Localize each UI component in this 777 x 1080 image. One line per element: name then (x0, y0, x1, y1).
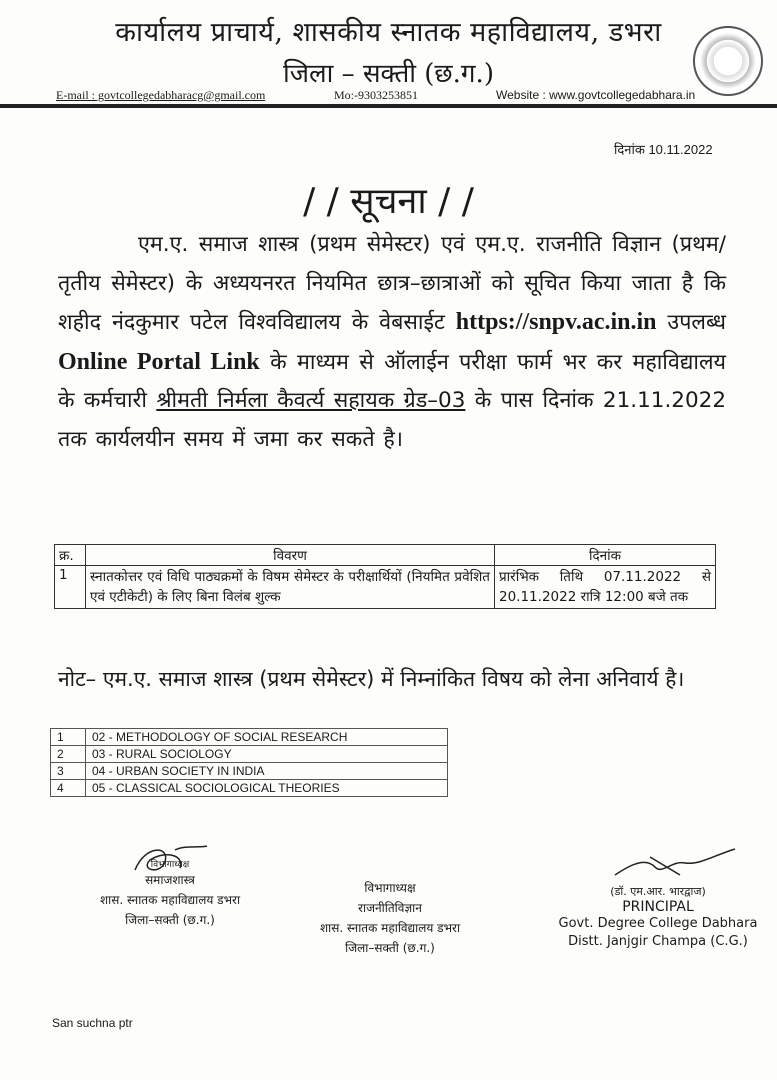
subjects-table (50, 728, 448, 797)
schedule-no: 1 (55, 566, 86, 609)
sig2-dept: राजनीतिविज्ञान (358, 901, 422, 915)
email-link[interactable]: E-mail : govtcollegedabharacg@gmail.com (56, 88, 266, 102)
signature-block-principal (548, 885, 768, 951)
notice-heading: / / सूचना / / (303, 181, 474, 222)
office-district: जिला – सक्ती (छ.ग.) (283, 59, 494, 89)
subject-name: 04 - URBAN SOCIETY IN INDIA (86, 763, 448, 780)
subject-name: 02 - METHODOLOGY OF SOCIAL RESEARCH (86, 729, 448, 746)
header-divider (0, 104, 777, 108)
mobile-number: Mo:-9303253851 (334, 88, 418, 102)
subject-no: 1 (51, 729, 86, 746)
sig1-role: विभागाध्यक्ष (150, 860, 190, 870)
table-row (55, 566, 716, 609)
principal-college: Govt. Degree College Dabhara (558, 916, 758, 931)
subject-no: 2 (51, 746, 86, 763)
table-row (51, 763, 448, 780)
sig1-dept: समाजशास्त्र (145, 873, 195, 887)
sig2-role: विभागाध्यक्ष (364, 881, 416, 895)
principal-title: PRINCIPAL (622, 899, 694, 915)
sig2-college: शास. स्नातक महाविद्यालय डभरा (319, 921, 461, 935)
schedule-detail: स्नातकोत्तर एवं विधि पाठ्यक्रमों के विषम सेमेस्टर के परीक्षार्थियों (नियमित प्रवेशित एवं एटीकेटी) के लिए बिना विलंब शुल्क (86, 566, 495, 609)
portal-link-text: Online Portal Link (58, 348, 260, 375)
schedule-table (54, 544, 716, 609)
office-title: कार्यालय प्राचार्य, शासकीय स्नातक महाविद्यालय, डभरा (115, 17, 662, 48)
note-text: नोट– एम.ए. समाज शास्त्र (प्रथम सेमेस्टर) में निम्नांकित विषय को लेना अनिवार्य है। (58, 667, 685, 691)
signature-principal-icon (610, 845, 740, 885)
table-row (51, 780, 448, 797)
website-link[interactable]: Website : www.govtcollegedabhara.in (496, 88, 696, 102)
principal-district: Distt. Janjgir Champa (C.G.) (568, 934, 748, 949)
sig1-district: जिला–सक्ती (छ.ग.) (125, 913, 215, 927)
subject-no: 4 (51, 780, 86, 797)
schedule-header-date: दिनांक (495, 545, 716, 566)
schedule-date: प्रारंभिक तिथि 07.11.2022 से 20.11.2022 रात्रि 12:00 बजे तक (495, 566, 716, 609)
subject-name: 05 - CLASSICAL SOCIOLOGICAL THEORIES (86, 780, 448, 797)
signature-block-sociology (70, 860, 270, 930)
body-text-4: के पास दिनांक 21.11.2022 तक कार्यलयीन समय में जमा कर सकते है। (58, 388, 726, 452)
college-seal-icon (693, 26, 763, 96)
schedule-header-no: क्र. (55, 545, 86, 566)
body-text-1: एम.ए. समाज शास्त्र (प्रथम सेमेस्टर) एवं एम.ए. राजनीति विज्ञान (प्रथम/तृतीय सेमेस्टर) के अध्ययनरत नियमित छात्र–छात्राओं को सूचित किया जाता है कि शहीद नंदकुमार पटेल विश्वविद्यालय के वेबसाईट (58, 232, 726, 335)
sig2-district: जिला–सक्ती (छ.ग.) (345, 941, 435, 955)
principal-name: (डॉ. एम.आर. भारद्वाज) (610, 885, 706, 898)
notice-body (58, 226, 726, 459)
table-row (51, 729, 448, 746)
staff-name: श्रीमती निर्मला कैवर्त्य सहायक ग्रेड–03 (156, 388, 466, 413)
university-url[interactable]: https://snpv.ac.in.in (455, 309, 657, 335)
signature-block-political-science (290, 878, 490, 958)
footer-label: San suchna ptr (52, 1016, 133, 1030)
sig1-college: शास. स्नातक महाविद्यालय डभरा (99, 893, 241, 907)
notice-date: दिनांक 10.11.2022 (614, 142, 713, 157)
schedule-header-detail: विवरण (86, 545, 495, 566)
table-row (51, 746, 448, 763)
subject-no: 3 (51, 763, 86, 780)
body-text-3: के माध्यम से ऑलाईन परीक्षा फार्म भर कर महाविद्यालय के कर्मचारी (58, 349, 726, 413)
body-text-2: उपलब्ध (656, 310, 726, 335)
subject-name: 03 - RURAL SOCIOLOGY (86, 746, 448, 763)
